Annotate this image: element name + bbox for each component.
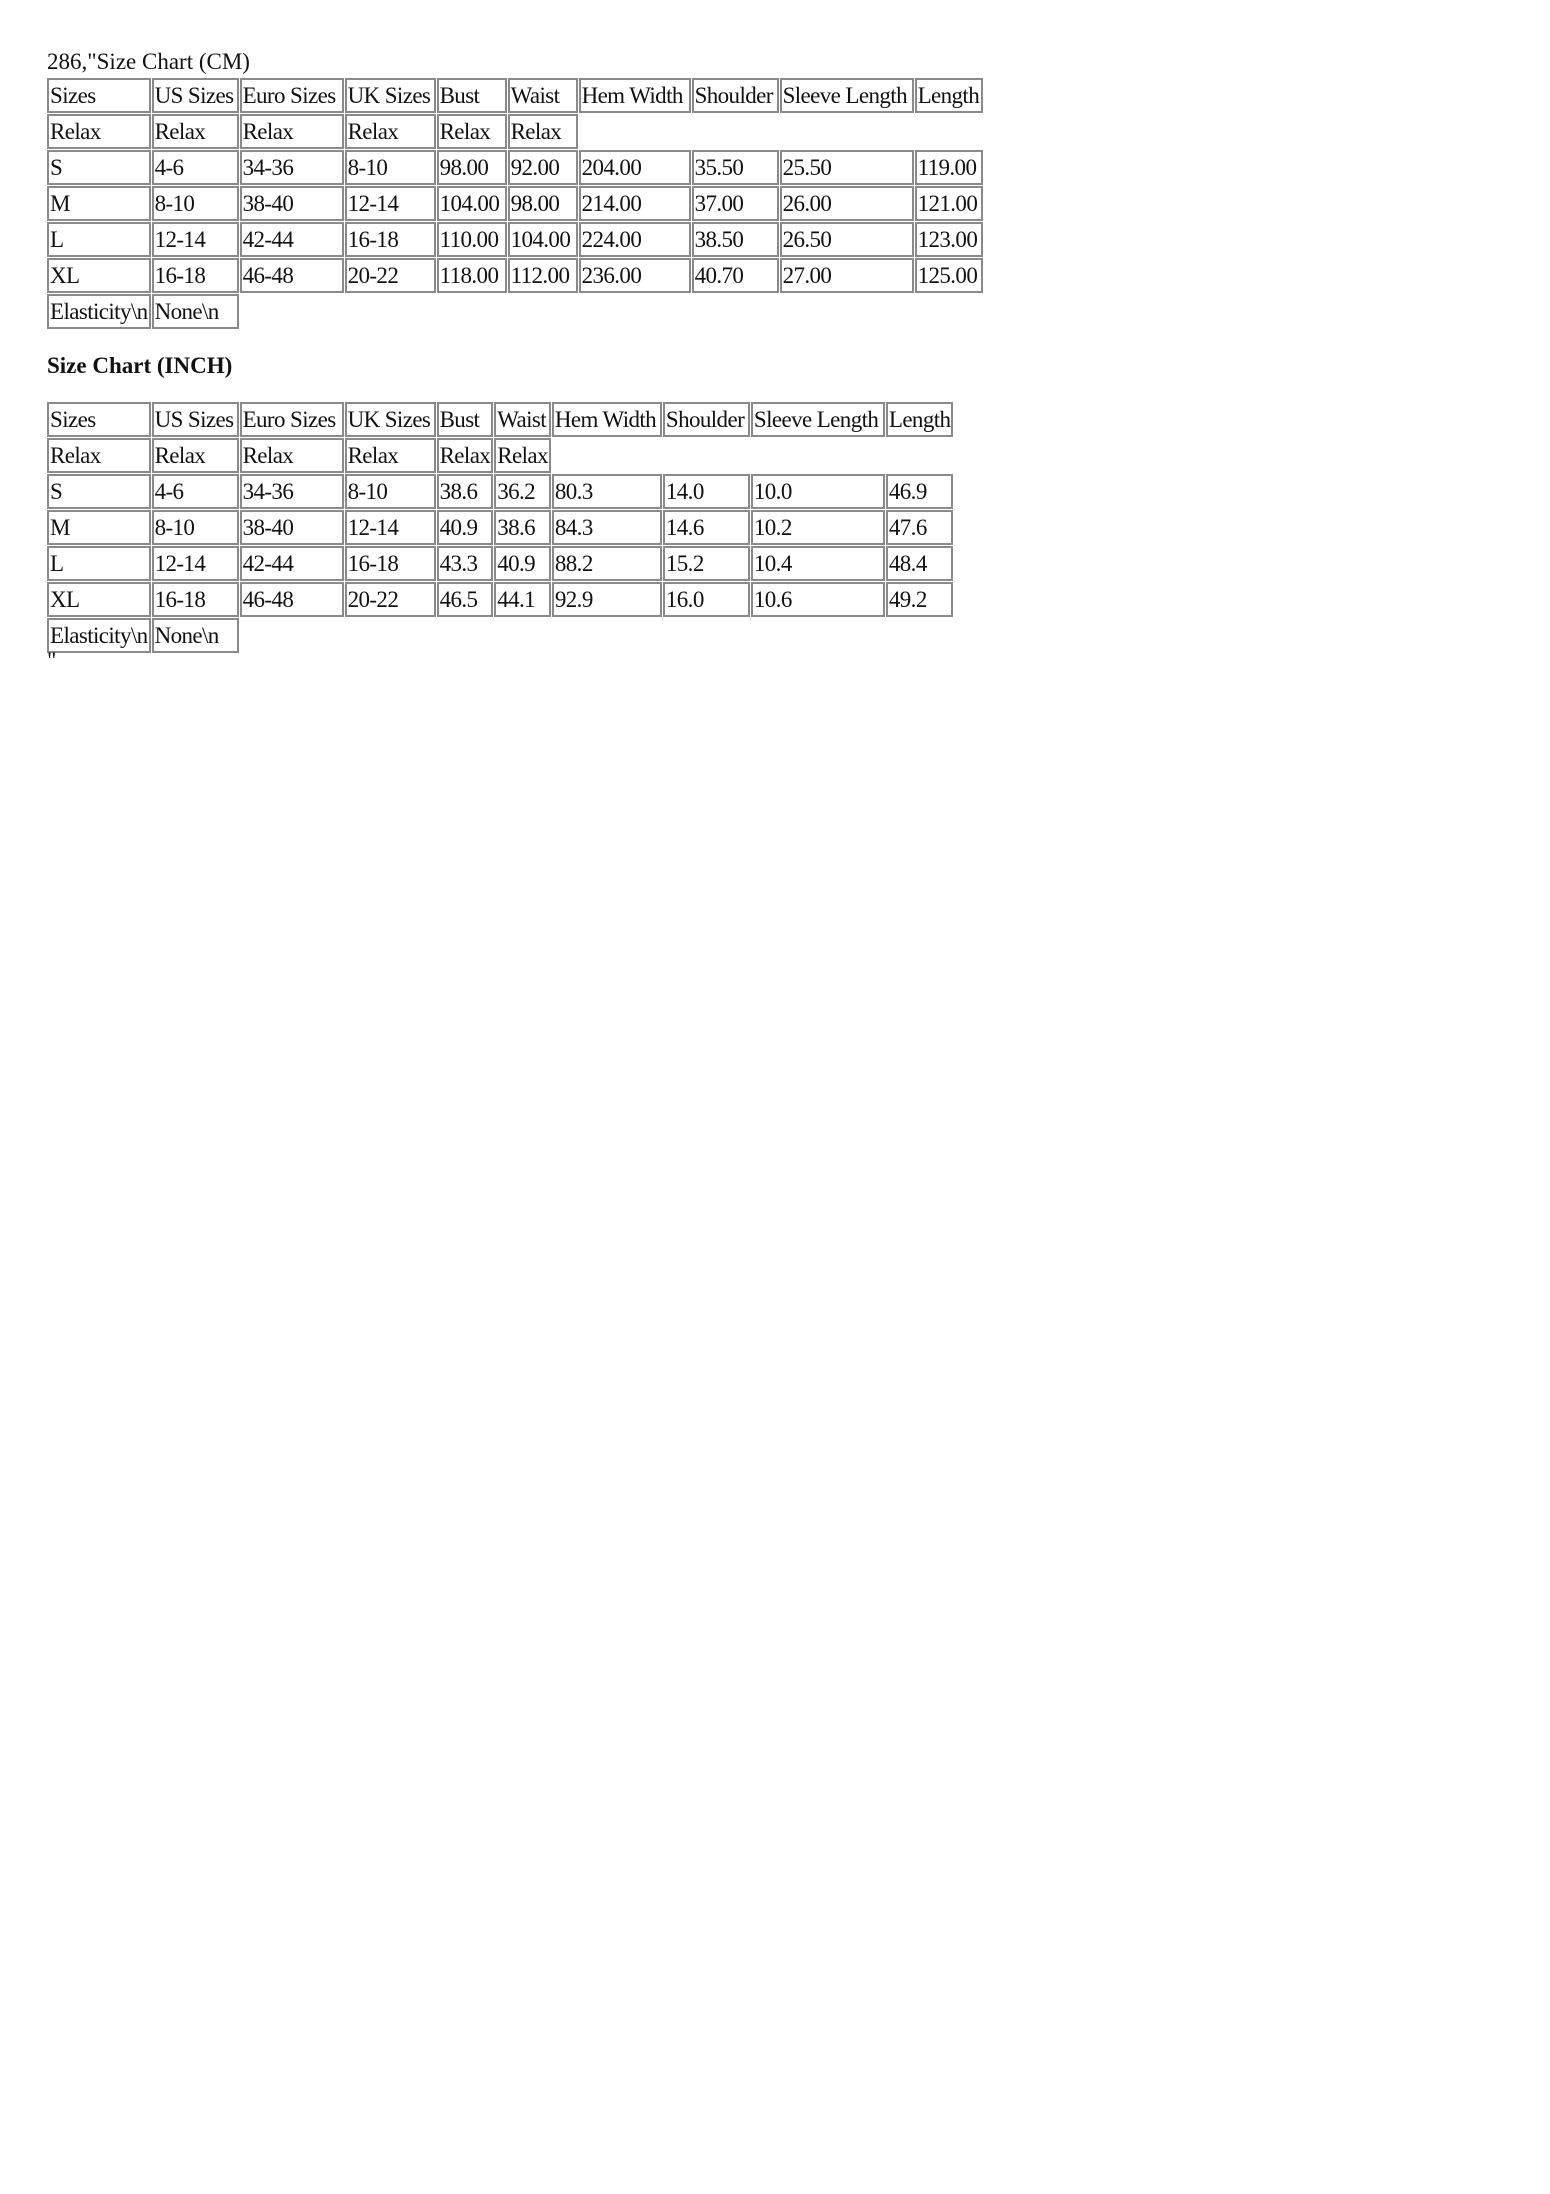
table-cell: 44.1	[494, 582, 551, 617]
relax-cell: Relax	[240, 438, 344, 473]
table-cell: 112.00	[508, 258, 578, 293]
table-cell: 46-48	[240, 258, 344, 293]
table-cell: 14.6	[663, 510, 750, 545]
header-cell: Bust	[437, 402, 494, 437]
table-cell: 43.3	[437, 546, 494, 581]
table-cell: 15.2	[663, 546, 750, 581]
table-cell: 92.9	[552, 582, 662, 617]
table-cell: 92.00	[508, 150, 578, 185]
table-row	[47, 510, 953, 545]
table-cell: 84.3	[552, 510, 662, 545]
table-cell: 34-36	[240, 474, 344, 509]
header-cell: Waist	[508, 78, 578, 113]
table-cell: M	[47, 510, 151, 545]
table-cell: 98.00	[508, 186, 578, 221]
table-cell: 104.00	[437, 186, 507, 221]
table-cell: 236.00	[579, 258, 691, 293]
elasticity-value-cell: None\n	[152, 618, 239, 653]
table-row	[47, 186, 983, 221]
table-cell: 214.00	[579, 186, 691, 221]
table-cell: 8-10	[345, 474, 436, 509]
relax-cell: Relax	[494, 438, 551, 473]
table-cell: 16-18	[345, 546, 436, 581]
table-cell: 118.00	[437, 258, 507, 293]
table-cell: 10.6	[751, 582, 885, 617]
size-chart-inch-heading: Size Chart (INCH)	[47, 353, 233, 378]
table-cell: 27.00	[780, 258, 914, 293]
header-cell: UK Sizes	[345, 402, 436, 437]
table-cell: 10.0	[751, 474, 885, 509]
table-cell: 204.00	[579, 150, 691, 185]
table-cell: 25.50	[780, 150, 914, 185]
table-cell: 12-14	[152, 546, 239, 581]
empty-cell	[552, 438, 954, 473]
table-row	[47, 474, 953, 509]
header-cell: Euro Sizes	[240, 78, 344, 113]
table-cell: 12-14	[152, 222, 239, 257]
header-cell: Hem Width	[552, 402, 662, 437]
elasticity-row	[47, 294, 983, 329]
table-cell: 35.50	[692, 150, 779, 185]
table-cell: 40.70	[692, 258, 779, 293]
table-cell: 40.9	[437, 510, 494, 545]
table-cell: 12-14	[345, 186, 436, 221]
closing-quote: "	[47, 648, 57, 673]
table-cell: 98.00	[437, 150, 507, 185]
table-header-row	[47, 402, 953, 437]
header-cell: Bust	[437, 78, 507, 113]
table-cell: 10.2	[751, 510, 885, 545]
table-cell: 26.50	[780, 222, 914, 257]
table-cell: 42-44	[240, 222, 344, 257]
table-cell: 34-36	[240, 150, 344, 185]
table-cell: 125.00	[915, 258, 983, 293]
table-cell: 123.00	[915, 222, 983, 257]
table-cell: 12-14	[345, 510, 436, 545]
table-cell: 46-48	[240, 582, 344, 617]
table-cell: 14.0	[663, 474, 750, 509]
table-cell: 36.2	[494, 474, 551, 509]
table-cell: 26.00	[780, 186, 914, 221]
elasticity-value-cell: None\n	[152, 294, 239, 329]
header-cell: Euro Sizes	[240, 402, 344, 437]
relax-cell: Relax	[345, 438, 436, 473]
header-cell: Waist	[494, 402, 551, 437]
table-cell: S	[47, 150, 151, 185]
size-chart-cm-heading: 286,"Size Chart (CM)	[47, 49, 250, 74]
header-cell: Sleeve Length	[780, 78, 914, 113]
relax-cell: Relax	[152, 438, 239, 473]
table-cell: 38.6	[494, 510, 551, 545]
relax-cell: Relax	[345, 114, 436, 149]
table-cell: 10.4	[751, 546, 885, 581]
table-cell: 38.50	[692, 222, 779, 257]
table-cell: M	[47, 186, 151, 221]
table-cell: 38-40	[240, 510, 344, 545]
header-cell: UK Sizes	[345, 78, 436, 113]
table-cell: XL	[47, 582, 151, 617]
table-row	[47, 150, 983, 185]
table-cell: 16-18	[152, 582, 239, 617]
relax-cell: Relax	[47, 438, 151, 473]
table-cell: 4-6	[152, 474, 239, 509]
empty-cell	[579, 114, 983, 149]
table-cell: 110.00	[437, 222, 507, 257]
header-cell: Length	[886, 402, 954, 437]
table-cell: XL	[47, 258, 151, 293]
table-cell: 20-22	[345, 582, 436, 617]
table-cell: 49.2	[886, 582, 954, 617]
header-cell: Sizes	[47, 78, 151, 113]
table-cell: 8-10	[152, 510, 239, 545]
relax-cell: Relax	[152, 114, 239, 149]
header-cell: US Sizes	[152, 78, 239, 113]
header-cell: Shoulder	[692, 78, 779, 113]
header-cell: Length	[915, 78, 983, 113]
header-cell: Sizes	[47, 402, 151, 437]
elasticity-row	[47, 618, 953, 653]
table-cell: 80.3	[552, 474, 662, 509]
table-row	[47, 222, 983, 257]
table-row	[47, 582, 953, 617]
table-cell: 16.0	[663, 582, 750, 617]
table-cell: 46.5	[437, 582, 494, 617]
header-cell: Sleeve Length	[751, 402, 885, 437]
table-cell: 8-10	[152, 186, 239, 221]
table-cell: 40.9	[494, 546, 551, 581]
relax-cell: Relax	[240, 114, 344, 149]
relax-cell: Relax	[437, 438, 494, 473]
empty-cell	[240, 618, 954, 653]
table-row	[47, 546, 953, 581]
relax-cell: Relax	[47, 114, 151, 149]
table-row	[47, 258, 983, 293]
table-cell: 4-6	[152, 150, 239, 185]
table-header-row	[47, 78, 983, 113]
table-cell: 38.6	[437, 474, 494, 509]
table-cell: 88.2	[552, 546, 662, 581]
relax-row	[47, 438, 953, 473]
table-cell: 104.00	[508, 222, 578, 257]
table-cell: 8-10	[345, 150, 436, 185]
header-cell: Hem Width	[579, 78, 691, 113]
table-cell: L	[47, 546, 151, 581]
table-cell: 42-44	[240, 546, 344, 581]
table-cell: 224.00	[579, 222, 691, 257]
document-page	[47, 48, 1507, 673]
table-cell: 20-22	[345, 258, 436, 293]
header-cell: US Sizes	[152, 402, 239, 437]
empty-cell	[240, 294, 983, 329]
table-cell: 38-40	[240, 186, 344, 221]
table-cell: L	[47, 222, 151, 257]
table-cell: 121.00	[915, 186, 983, 221]
relax-row	[47, 114, 983, 149]
elasticity-label-cell: Elasticity\n	[47, 294, 151, 329]
table-cell: 119.00	[915, 150, 983, 185]
table-cell: 16-18	[152, 258, 239, 293]
size-chart-cm-table	[46, 77, 984, 330]
table-cell: 16-18	[345, 222, 436, 257]
table-cell: 37.00	[692, 186, 779, 221]
header-cell: Shoulder	[663, 402, 750, 437]
size-chart-inch-table	[46, 401, 954, 654]
table-cell: S	[47, 474, 151, 509]
relax-cell: Relax	[508, 114, 578, 149]
table-cell: 46.9	[886, 474, 954, 509]
table-cell: 48.4	[886, 546, 954, 581]
table-cell: 47.6	[886, 510, 954, 545]
relax-cell: Relax	[437, 114, 507, 149]
elasticity-label-cell: Elasticity\n	[47, 618, 151, 653]
